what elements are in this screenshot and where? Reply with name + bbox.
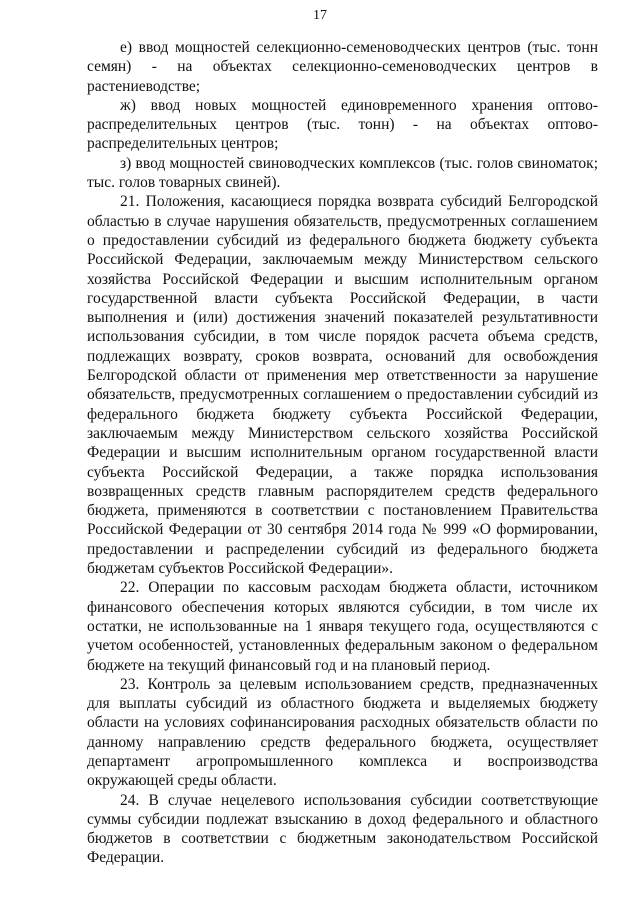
page-number: 17 <box>313 8 327 23</box>
document-body <box>87 38 598 868</box>
paragraph-section-22: 22. Операции по кассовым расходам бюджета области, источником финансового обеспечения которых являются субсидии, в том числе их остатки, не использованные на 1 января текущего года, осуществляются с учетом особенностей, установленных федеральным законом о федеральном бюджете на текущий финансовый год и на плановый период. <box>87 579 598 674</box>
paragraph-item-z: з) ввод мощностей свиноводческих комплексов (тыс. голов свиноматок; тыс. голов товарных свиней). <box>87 154 598 192</box>
paragraph-item-zh: ж) ввод новых мощностей единовременного хранения оптово-распределительных центров (тыс. тонн) - на объектах оптово-распределительных центров; <box>87 96 598 153</box>
paragraph-section-23: 23. Контроль за целевым использованием средств, предназначенных для выплаты субсидий из областного бюджета и выделяемых бюджету области на условиях софинансирования расходных обязательств области по данному направлению средств федерального бюджета, осуществляет департамент агропромышленного комплекса и воспроизводства окружающей среды области. <box>87 675 598 790</box>
paragraph-section-24: 24. В случае нецелевого использования субсидии соответствующие суммы субсидии подлежат взысканию в доход федерального и областного бюджетов в соответствии с бюджетным законодательством Российской Федерации. <box>87 791 598 867</box>
paragraph-item-e: е) ввод мощностей селекционно-семеноводческих центров (тыс. тонн семян) - на объектах селекционно-семеноводческих центров в растениеводстве; <box>87 39 598 95</box>
paragraph-section-21: 21. Положения, касающиеся порядка возврата субсидий Белгородской областью в случае нарушения обязательств, предусмотренных соглашением о предоставлении субсидий из федерального бюджета бюджету субъекта Российской Федерации, заключаемым между Министерством сельского хозяйства Российской Федерации и высшим исполнительным органом государственной власти субъекта Российской Федерации, в части выполнения и (или) достижения значений показателей результативности использования субсидии, в том числе порядок расчета объема средств, подлежащих возврату, сроков возврата, оснований для освобождения Белгородской области от применения мер ответственности за нарушение обязательств, предусмотренных соглашением о предоставлении субсидий из федерального бюджета бюджету субъекта Российской Федерации, заключаемым между Министерством сельского хозяйства Российской Федерации и высшим исполнительным органом государственной власти субъекта Российской Федерации, а также порядка использования возвращенных средств главным распорядителем средств федерального бюджета, применяются в соответствии с постановлением Правительства Российской Федерации от 30 сентября 2014 года № 999 «О формировании, предоставлении и распределении субсидий из федерального бюджета бюджетам субъектов Российской Федерации». <box>87 193 598 578</box>
